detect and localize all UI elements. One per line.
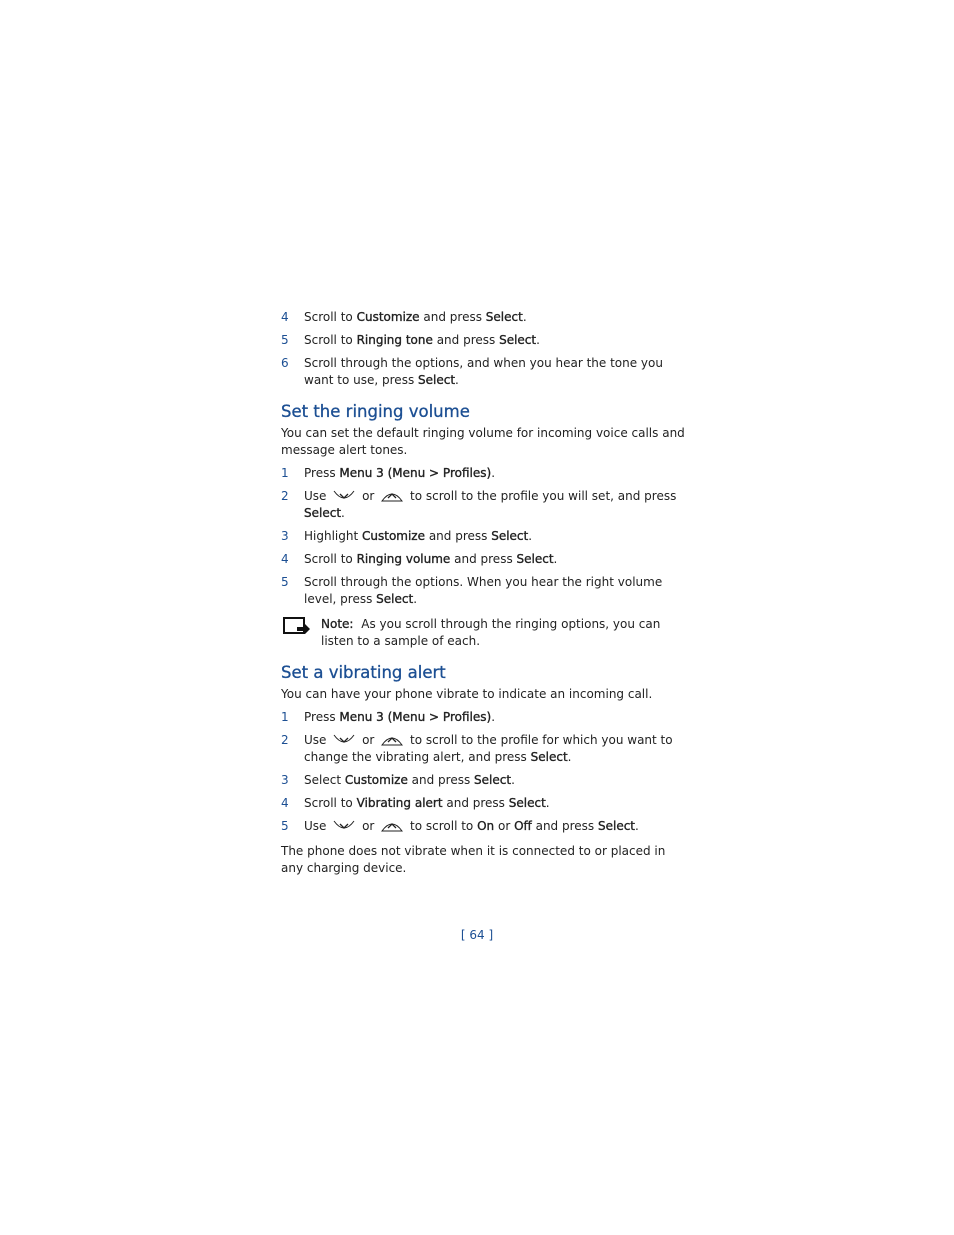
- menu-term: On: [477, 819, 495, 833]
- step-text: Scroll through the options. When you hear the right volume level, press: [304, 575, 663, 606]
- menu-term: Select: [485, 310, 523, 324]
- step-text: to scroll to the profile you will set, and press: [410, 489, 677, 503]
- step-text: or: [362, 819, 375, 833]
- step-number: 3: [281, 529, 289, 543]
- vibrating-alert-intro: You can have your phone vibrate to indicate an incoming call.: [281, 687, 653, 701]
- step-text: and press: [425, 529, 492, 543]
- step-text: or: [362, 733, 375, 747]
- step-text: Scroll to: [304, 552, 357, 566]
- menu-term: Customize: [344, 773, 408, 787]
- heading-vibrating-alert: Set a vibrating alert: [281, 663, 446, 682]
- menu-term: Customize: [356, 310, 420, 324]
- step-text: Use: [304, 819, 327, 833]
- menu-term: Customize: [362, 529, 425, 543]
- step-number: 2: [281, 733, 289, 747]
- menu-term: Select: [508, 796, 546, 810]
- step-text: .: [491, 466, 496, 480]
- step-text: .: [567, 750, 572, 764]
- step-text: .: [545, 796, 550, 810]
- menu-term: Select: [597, 819, 636, 833]
- step-number: 5: [281, 819, 289, 833]
- step-text: and press: [450, 552, 517, 566]
- step-text: Scroll to: [304, 333, 357, 347]
- step-text: to scroll to: [410, 819, 478, 833]
- step-number: 5: [281, 333, 289, 347]
- menu-term: Select: [516, 552, 554, 566]
- menu-term: Select: [304, 506, 342, 520]
- step-number: 2: [281, 489, 289, 503]
- step-text: and press: [432, 333, 500, 347]
- heading-ringing-volume: Set the ringing volume: [281, 402, 470, 421]
- step-text: Press: [304, 466, 340, 480]
- step-text: .: [511, 773, 515, 787]
- menu-term: Vibrating alert: [356, 796, 443, 810]
- menu-term: Select: [491, 529, 529, 543]
- note-hand-icon: [283, 617, 311, 637]
- scroll-down-key-icon: [333, 733, 355, 747]
- step-text: .: [491, 710, 496, 724]
- volume-step-1: [281, 465, 686, 482]
- step-5-ringing-tone: [281, 332, 686, 349]
- step-number: 5: [281, 575, 289, 589]
- step-text: Scroll to: [304, 310, 357, 324]
- menu-term: Select: [418, 373, 456, 387]
- step-text: Scroll through the options, and when you hear the tone you want to use, press: [304, 356, 663, 387]
- volume-step-5: [281, 574, 686, 608]
- vibrate-step-2: [281, 732, 686, 766]
- menu-term: Menu 3 (Menu > Profiles): [339, 710, 492, 724]
- step-text: Use: [304, 733, 327, 747]
- step-number: 1: [281, 710, 289, 724]
- step-6-scroll-options: [281, 355, 686, 389]
- scroll-down-key-icon: [333, 819, 355, 833]
- step-text: and press: [419, 310, 486, 324]
- page-number: [ 64 ]: [460, 928, 494, 942]
- step-text: .: [522, 310, 527, 324]
- menu-term: Menu 3 (Menu > Profiles): [339, 466, 492, 480]
- step-text: .: [536, 333, 540, 347]
- step-text: or: [494, 819, 515, 833]
- step-number: 1: [281, 466, 289, 480]
- note-box: [281, 616, 686, 650]
- ringing-volume-intro: You can set the default ringing volume for incoming voice calls and message alert tones.: [281, 426, 685, 457]
- step-4-customize: [281, 309, 686, 326]
- volume-step-3: [281, 528, 686, 545]
- step-text: .: [341, 506, 345, 520]
- menu-term: Select: [530, 750, 568, 764]
- note-text: As you scroll through the ringing options, you can listen to a sample of each.: [321, 617, 661, 648]
- note-label: Note:: [321, 617, 354, 631]
- step-text: .: [553, 552, 558, 566]
- menu-term: Ringing volume: [356, 552, 451, 566]
- vibrate-step-4: [281, 795, 686, 812]
- step-text: to scroll to the profile for which you want to change the vibrating alert, and press: [304, 733, 673, 764]
- vibrate-step-1: [281, 709, 686, 726]
- step-text: or: [362, 489, 375, 503]
- step-text: Use: [304, 489, 327, 503]
- vibrate-step-5: [281, 818, 686, 835]
- step-text: and press: [442, 796, 509, 810]
- scroll-up-key-icon: [381, 489, 403, 503]
- vibrating-alert-outro: The phone does not vibrate when it is connected to or placed in any charging device.: [281, 844, 666, 875]
- step-text: .: [635, 819, 639, 833]
- step-text: .: [413, 592, 418, 606]
- step-text: .: [455, 373, 459, 387]
- step-number: 4: [281, 310, 289, 324]
- volume-step-2: [281, 488, 686, 522]
- step-text: Scroll to: [304, 796, 357, 810]
- menu-term: Select: [376, 592, 414, 606]
- step-text: .: [528, 529, 533, 543]
- step-text: Select: [304, 773, 345, 787]
- step-number: 3: [281, 773, 289, 787]
- page-content: [281, 309, 686, 883]
- step-number: 4: [281, 796, 289, 810]
- step-text: Press: [304, 710, 340, 724]
- menu-term: Off: [514, 819, 532, 833]
- step-text: and press: [407, 773, 475, 787]
- menu-term: Select: [499, 333, 537, 347]
- step-text: Highlight: [304, 529, 362, 543]
- step-number: 6: [281, 356, 289, 370]
- scroll-up-key-icon: [381, 733, 403, 747]
- scroll-down-key-icon: [333, 489, 355, 503]
- scroll-up-key-icon: [381, 819, 403, 833]
- volume-step-4: [281, 551, 686, 568]
- menu-term: Select: [474, 773, 512, 787]
- step-number: 4: [281, 552, 289, 566]
- menu-term: Ringing tone: [356, 333, 433, 347]
- vibrate-step-3: [281, 772, 686, 789]
- step-text: and press: [531, 819, 598, 833]
